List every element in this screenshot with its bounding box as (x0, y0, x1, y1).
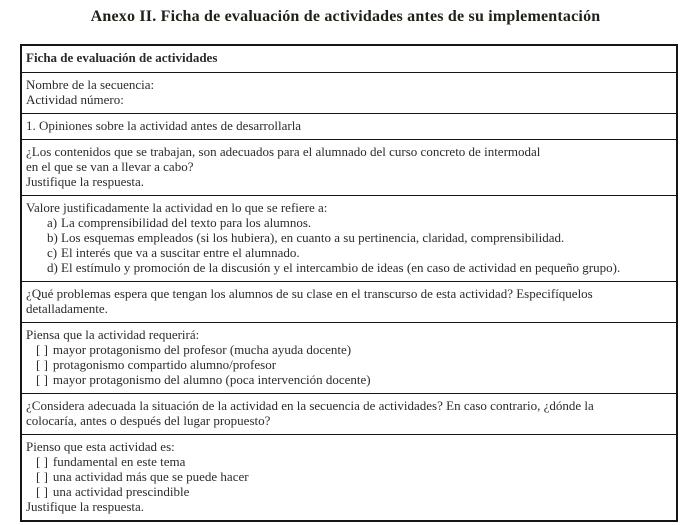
line-text: Justifique la respuesta. (26, 499, 145, 514)
text-line (26, 499, 670, 514)
text-line (26, 413, 670, 428)
text-line (26, 50, 670, 65)
table-row (21, 394, 677, 435)
line-text: El estímulo y promoción de la discusión y el intercambio de ideas (en caso de actividad en pequeño grupo). (61, 260, 621, 275)
line-text: Ficha de evaluación de actividades (26, 50, 218, 65)
checkbox-option-line (26, 484, 670, 499)
line-text: ¿Considera adecuada la situación de la actividad en la secuencia de actividades? En caso contrario, ¿dónde la (26, 398, 594, 413)
evaluation-form-body (21, 45, 677, 521)
line-text: detalladamente. (26, 301, 108, 316)
text-line (26, 77, 670, 92)
list-letter-marker: b) (47, 230, 58, 245)
table-cell (21, 140, 677, 196)
table-cell (21, 73, 677, 114)
table-header-cell (21, 45, 677, 73)
table-cell (21, 114, 677, 140)
checkbox-marker: [ ] (36, 372, 48, 387)
list-letter-marker: d) (47, 260, 58, 275)
page-title: Anexo II. Ficha de evaluación de actividades antes de su implementación (90, 8, 601, 25)
checkbox-marker: [ ] (36, 484, 48, 499)
table-row (21, 140, 677, 196)
table-row (21, 323, 677, 394)
checkbox-option-line (26, 342, 670, 357)
evaluation-form-table (20, 44, 678, 522)
table-row (21, 282, 677, 323)
checkbox-marker: [ ] (36, 454, 48, 469)
line-text: fundamental en este tema (52, 454, 186, 469)
line-text: protagonismo compartido alumno/profesor (52, 357, 277, 372)
table-row (21, 73, 677, 114)
line-text: Valore justificadamente la actividad en lo que se refiere a: (26, 200, 328, 215)
line-text: Piensa que la actividad requerirá: (26, 327, 200, 342)
text-line (26, 439, 670, 454)
line-text: en el que se van a llevar a cabo? (26, 159, 194, 174)
line-text: La comprensibilidad del texto para los alumnos. (61, 215, 312, 230)
checkbox-marker: [ ] (36, 357, 48, 372)
line-text: El interés que va a suscitar entre el alumnado. (61, 245, 300, 260)
line-text: 1. Opiniones sobre la actividad antes de desarrollarla (26, 118, 302, 133)
table-row (21, 435, 677, 522)
line-text: Pienso que esta actividad es: (26, 439, 175, 454)
line-text: ¿Los contenidos que se trabajan, son adecuados para el alumnado del curso concreto de intermodal (26, 144, 541, 159)
checkbox-marker: [ ] (36, 342, 48, 357)
line-text: Actividad número: (26, 92, 124, 107)
text-line (26, 327, 670, 342)
text-line (26, 301, 670, 316)
line-text: mayor protagonismo del alumno (poca intervención docente) (52, 372, 371, 387)
line-text: colocaría, antes o después del lugar propuesto? (26, 413, 271, 428)
text-line (26, 159, 670, 174)
table-row (21, 196, 677, 282)
lettered-item-line (26, 215, 670, 230)
table-row (21, 114, 677, 140)
line-text: Justifique la respuesta. (26, 174, 145, 189)
table-cell (21, 394, 677, 435)
list-letter-marker: c) (47, 245, 58, 260)
text-line (26, 200, 670, 215)
text-line (26, 92, 670, 107)
line-text: Nombre de la secuencia: (26, 77, 155, 92)
line-text: una actividad más que se puede hacer (52, 469, 249, 484)
checkbox-option-line (26, 469, 670, 484)
list-letter-marker: a) (47, 215, 58, 230)
table-row (21, 45, 677, 73)
text-line (26, 118, 670, 133)
table-cell (21, 196, 677, 282)
checkbox-option-line (26, 357, 670, 372)
checkbox-marker: [ ] (36, 469, 48, 484)
text-line (26, 286, 670, 301)
line-text: mayor protagonismo del profesor (mucha ayuda docente) (52, 342, 352, 357)
line-text: ¿Qué problemas espera que tengan los alumnos de su clase en el transcurso de esta actividad? Especifíquelos (26, 286, 593, 301)
lettered-item-line (26, 245, 670, 260)
table-cell (21, 282, 677, 323)
lettered-item-line (26, 230, 670, 245)
checkbox-option-line (26, 372, 670, 387)
text-line (26, 398, 670, 413)
line-text: Los esquemas empleados (si los hubiera), en cuanto a su pertinencia, claridad, comprensibilidad. (61, 230, 565, 245)
checkbox-option-line (26, 454, 670, 469)
lettered-item-line (26, 260, 670, 275)
line-text: una actividad prescindible (52, 484, 190, 499)
text-line (26, 174, 670, 189)
text-line (26, 144, 670, 159)
table-cell (21, 435, 677, 522)
table-cell (21, 323, 677, 394)
